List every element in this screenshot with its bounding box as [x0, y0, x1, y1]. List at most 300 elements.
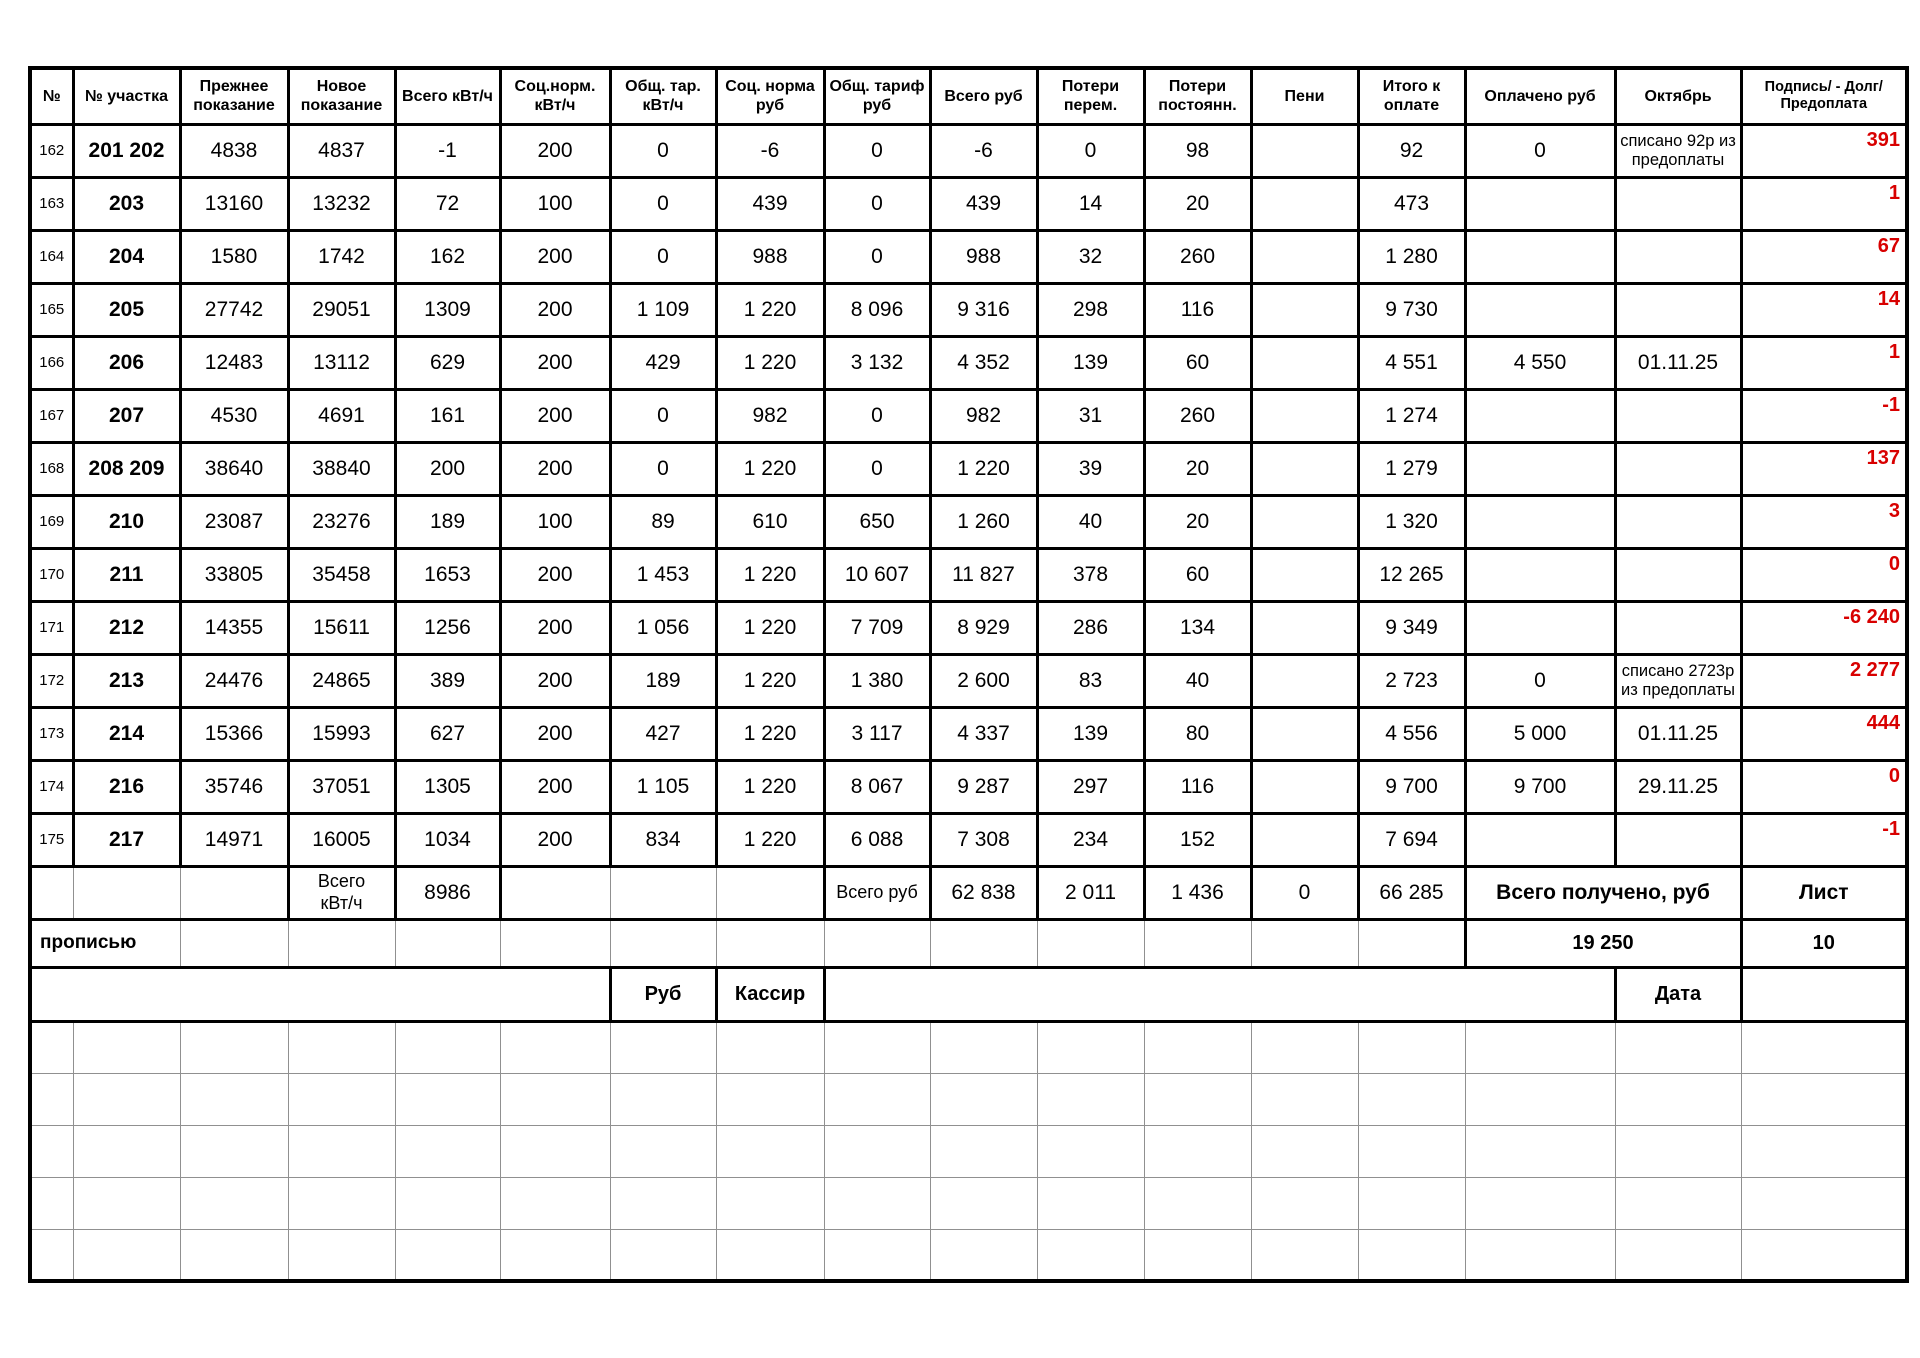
cell-losses-fixed: 116: [1144, 760, 1251, 813]
cell-losses-fixed: 60: [1144, 548, 1251, 601]
cell-previous-reading: 1580: [180, 230, 288, 283]
cell-penalty: [1251, 230, 1358, 283]
cell-general-tariff-rub: 3 132: [824, 336, 930, 389]
cell-losses-fixed: 260: [1144, 230, 1251, 283]
cell-general-tariff-kwh: 89: [610, 495, 716, 548]
billing-table: [28, 66, 1909, 1283]
blank-cell: [30, 1177, 73, 1229]
cell-october-note: [1615, 548, 1741, 601]
cell-social-norm-rub: -6: [716, 124, 824, 177]
blank-cell: [288, 1177, 395, 1229]
cell-previous-reading: 15366: [180, 707, 288, 760]
blank-cell: [610, 1229, 716, 1281]
cell-october-note: [1615, 442, 1741, 495]
cell-plot-number: 210: [73, 495, 180, 548]
cell-total-kwh: 389: [395, 654, 500, 707]
cell-social-norm-kwh: 200: [500, 813, 610, 866]
cell-previous-reading: 35746: [180, 760, 288, 813]
cell-plot-number: 208 209: [73, 442, 180, 495]
blank-cell: [824, 1125, 930, 1177]
blank-cell: [824, 1073, 930, 1125]
cell-total-rub: 8 929: [930, 601, 1037, 654]
propisyu-empty: [288, 919, 395, 967]
cell-total-kwh: 1034: [395, 813, 500, 866]
cell-row-number: 170: [30, 548, 73, 601]
totals-total-due: 66 285: [1358, 866, 1465, 919]
cell-new-reading: 4691: [288, 389, 395, 442]
cell-losses-fixed: 60: [1144, 336, 1251, 389]
col-header-paid-rub: Оплачено руб: [1465, 68, 1615, 124]
col-header-previous-reading: Прежнее показание: [180, 68, 288, 124]
cell-social-norm-kwh: 200: [500, 548, 610, 601]
cell-previous-reading: 27742: [180, 283, 288, 336]
cell-losses-variable: 286: [1037, 601, 1144, 654]
totals-kwh-value: 8986: [395, 866, 500, 919]
blank-cell: [1741, 1073, 1907, 1125]
cell-plot-number: 212: [73, 601, 180, 654]
col-header-social-norm-rub: Соц. норма руб: [716, 68, 824, 124]
cell-general-tariff-rub: 10 607: [824, 548, 930, 601]
blank-grid-rows: [30, 1021, 1907, 1281]
cell-total-due: 9 349: [1358, 601, 1465, 654]
cell-losses-variable: 14: [1037, 177, 1144, 230]
blank-cell: [824, 1229, 930, 1281]
cell-losses-fixed: 20: [1144, 495, 1251, 548]
cell-new-reading: 24865: [288, 654, 395, 707]
table-row: [30, 336, 1907, 389]
blank-cell: [500, 1177, 610, 1229]
cell-previous-reading: 14355: [180, 601, 288, 654]
rub-label: Руб: [610, 967, 716, 1021]
cell-social-norm-kwh: 200: [500, 654, 610, 707]
cell-losses-variable: 139: [1037, 707, 1144, 760]
blank-cell: [1251, 1177, 1358, 1229]
cell-social-norm-rub: 1 220: [716, 654, 824, 707]
cell-general-tariff-kwh: 1 056: [610, 601, 716, 654]
cell-total-rub: 1 260: [930, 495, 1037, 548]
col-header-total-due: Итого к оплате: [1358, 68, 1465, 124]
cell-total-kwh: 1309: [395, 283, 500, 336]
cell-losses-variable: 139: [1037, 336, 1144, 389]
cell-general-tariff-kwh: 1 109: [610, 283, 716, 336]
cell-plot-number: 216: [73, 760, 180, 813]
col-header-total-kwh: Всего кВт/ч: [395, 68, 500, 124]
cell-previous-reading: 33805: [180, 548, 288, 601]
cell-paid-rub: [1465, 389, 1615, 442]
propisyu-empty: [824, 919, 930, 967]
totals-rub-label: Всего руб: [824, 866, 930, 919]
cell-losses-fixed: 20: [1144, 177, 1251, 230]
blank-cell: [1615, 1125, 1741, 1177]
cell-row-number: 167: [30, 389, 73, 442]
cell-social-norm-kwh: 200: [500, 283, 610, 336]
blank-cell: [824, 1177, 930, 1229]
cell-losses-variable: 83: [1037, 654, 1144, 707]
cell-losses-variable: 234: [1037, 813, 1144, 866]
cell-penalty: [1251, 654, 1358, 707]
cell-paid-rub: 9 700: [1465, 760, 1615, 813]
cell-row-number: 168: [30, 442, 73, 495]
cell-row-number: 175: [30, 813, 73, 866]
blank-cell: [716, 1177, 824, 1229]
cell-social-norm-kwh: 200: [500, 124, 610, 177]
cell-penalty: [1251, 124, 1358, 177]
blank-cell: [180, 1021, 288, 1073]
cell-total-rub: 9 287: [930, 760, 1037, 813]
cell-debt-prepayment: 0: [1741, 760, 1907, 813]
cell-total-rub: 1 220: [930, 442, 1037, 495]
totals-empty: [610, 866, 716, 919]
blank-cell: [930, 1177, 1037, 1229]
cell-social-norm-rub: 1 220: [716, 283, 824, 336]
cell-previous-reading: 12483: [180, 336, 288, 389]
cell-social-norm-kwh: 200: [500, 601, 610, 654]
propisyu-row: [30, 919, 1907, 967]
cell-row-number: 166: [30, 336, 73, 389]
cell-debt-prepayment: 3: [1741, 495, 1907, 548]
blank-cell: [180, 1177, 288, 1229]
cell-plot-number: 204: [73, 230, 180, 283]
cell-row-number: 171: [30, 601, 73, 654]
cell-penalty: [1251, 177, 1358, 230]
blank-cell: [930, 1073, 1037, 1125]
col-header-losses-variable: Потери перем.: [1037, 68, 1144, 124]
cell-row-number: 169: [30, 495, 73, 548]
blank-cell: [824, 1021, 930, 1073]
blank-cell: [716, 1021, 824, 1073]
blank-cell: [395, 1073, 500, 1125]
cell-social-norm-rub: 1 220: [716, 601, 824, 654]
blank-cell: [1037, 1229, 1144, 1281]
cell-total-rub: -6: [930, 124, 1037, 177]
blank-cell: [73, 1177, 180, 1229]
cell-social-norm-rub: 982: [716, 389, 824, 442]
cell-losses-fixed: 20: [1144, 442, 1251, 495]
cell-debt-prepayment: 0: [1741, 548, 1907, 601]
cell-debt-prepayment: 1: [1741, 336, 1907, 389]
blank-cell: [1037, 1073, 1144, 1125]
cell-penalty: [1251, 813, 1358, 866]
cell-social-norm-rub: 1 220: [716, 760, 824, 813]
blank-cell: [1741, 1229, 1907, 1281]
cell-october-note: 29.11.25: [1615, 760, 1741, 813]
cell-penalty: [1251, 707, 1358, 760]
cell-total-due: 1 279: [1358, 442, 1465, 495]
cell-debt-prepayment: -1: [1741, 813, 1907, 866]
table-row: [30, 813, 1907, 866]
propisyu-empty: [930, 919, 1037, 967]
cell-row-number: 165: [30, 283, 73, 336]
cell-debt-prepayment: 67: [1741, 230, 1907, 283]
col-header-row-number: №: [30, 68, 73, 124]
blank-cell: [288, 1073, 395, 1125]
cell-penalty: [1251, 442, 1358, 495]
table-row: [30, 283, 1907, 336]
cell-total-kwh: 189: [395, 495, 500, 548]
cell-general-tariff-rub: 8 096: [824, 283, 930, 336]
blank-cell: [1144, 1021, 1251, 1073]
cell-october-note: 01.11.25: [1615, 707, 1741, 760]
blank-cell: [288, 1229, 395, 1281]
cashier-blank-left: [30, 967, 610, 1021]
cell-debt-prepayment: 14: [1741, 283, 1907, 336]
cell-paid-rub: 0: [1465, 124, 1615, 177]
blank-cell: [1037, 1125, 1144, 1177]
cell-general-tariff-kwh: 1 105: [610, 760, 716, 813]
cell-row-number: 163: [30, 177, 73, 230]
blank-cell: [1465, 1177, 1615, 1229]
blank-cell: [1144, 1125, 1251, 1177]
cell-general-tariff-kwh: 429: [610, 336, 716, 389]
cell-losses-fixed: 116: [1144, 283, 1251, 336]
cell-paid-rub: 0: [1465, 654, 1615, 707]
cell-social-norm-rub: 1 220: [716, 442, 824, 495]
col-header-plot-number: № участка: [73, 68, 180, 124]
col-header-losses-fixed: Потери постоянн.: [1144, 68, 1251, 124]
blank-cell: [395, 1125, 500, 1177]
blank-cell: [180, 1073, 288, 1125]
col-header-october: Октябрь: [1615, 68, 1741, 124]
cell-social-norm-rub: 1 220: [716, 548, 824, 601]
blank-cell: [73, 1021, 180, 1073]
blank-cell: [1741, 1021, 1907, 1073]
col-header-signature-debt-prepayment: Подпись/ - Долг/Предоплата: [1741, 68, 1907, 124]
cell-plot-number: 211: [73, 548, 180, 601]
cell-total-kwh: 1653: [395, 548, 500, 601]
cell-general-tariff-rub: 0: [824, 230, 930, 283]
cell-penalty: [1251, 548, 1358, 601]
cell-total-due: 1 320: [1358, 495, 1465, 548]
cell-general-tariff-rub: 0: [824, 177, 930, 230]
cell-plot-number: 205: [73, 283, 180, 336]
blank-cell: [1741, 1125, 1907, 1177]
table-row: [30, 707, 1907, 760]
cell-plot-number: 217: [73, 813, 180, 866]
cell-social-norm-kwh: 200: [500, 760, 610, 813]
header-row: [30, 68, 1907, 124]
cell-general-tariff-kwh: 0: [610, 389, 716, 442]
blank-cell: [930, 1021, 1037, 1073]
blank-row: [30, 1073, 1907, 1125]
cell-total-rub: 988: [930, 230, 1037, 283]
totals-empty: [30, 866, 73, 919]
cell-social-norm-kwh: 100: [500, 177, 610, 230]
cell-total-due: 9 700: [1358, 760, 1465, 813]
propisyu-empty: [500, 919, 610, 967]
data-rows: [30, 124, 1907, 866]
blank-cell: [1144, 1177, 1251, 1229]
propisyu-empty: [1037, 919, 1144, 967]
cell-general-tariff-rub: 0: [824, 389, 930, 442]
list-number-value: 10: [1741, 919, 1907, 967]
totals-row: [30, 866, 1907, 919]
table-row: [30, 389, 1907, 442]
blank-cell: [610, 1021, 716, 1073]
blank-cell: [1144, 1073, 1251, 1125]
blank-cell: [1037, 1177, 1144, 1229]
cell-paid-rub: [1465, 548, 1615, 601]
blank-cell: [500, 1073, 610, 1125]
cell-total-rub: 4 337: [930, 707, 1037, 760]
cell-october-note: [1615, 495, 1741, 548]
cell-losses-fixed: 80: [1144, 707, 1251, 760]
cell-debt-prepayment: 1: [1741, 177, 1907, 230]
col-header-social-norm-kwh: Соц.норм. кВт/ч: [500, 68, 610, 124]
cell-total-rub: 439: [930, 177, 1037, 230]
cell-total-due: 92: [1358, 124, 1465, 177]
cell-total-kwh: 1305: [395, 760, 500, 813]
blank-cell: [1465, 1021, 1615, 1073]
cell-row-number: 174: [30, 760, 73, 813]
cell-paid-rub: [1465, 601, 1615, 654]
table-header: [30, 68, 1907, 124]
cell-social-norm-kwh: 200: [500, 707, 610, 760]
cell-losses-variable: 32: [1037, 230, 1144, 283]
cell-total-rub: 982: [930, 389, 1037, 442]
blank-cell: [1251, 1073, 1358, 1125]
cell-paid-rub: [1465, 495, 1615, 548]
cell-new-reading: 16005: [288, 813, 395, 866]
cell-new-reading: 35458: [288, 548, 395, 601]
blank-cell: [1358, 1021, 1465, 1073]
blank-cell: [73, 1125, 180, 1177]
blank-cell: [1465, 1229, 1615, 1281]
blank-cell: [30, 1229, 73, 1281]
cell-social-norm-rub: 610: [716, 495, 824, 548]
propisyu-empty: [395, 919, 500, 967]
cashier-row: [30, 967, 1907, 1021]
table-row: [30, 442, 1907, 495]
cell-row-number: 162: [30, 124, 73, 177]
cell-october-note: списано 2723р из предоплаты: [1615, 654, 1741, 707]
totals-list-label: Лист: [1741, 866, 1907, 919]
col-header-general-tariff-rub: Общ. тариф руб: [824, 68, 930, 124]
cell-losses-fixed: 98: [1144, 124, 1251, 177]
billing-ledger-sheet: [28, 66, 1909, 1283]
cell-debt-prepayment: 391: [1741, 124, 1907, 177]
cell-new-reading: 29051: [288, 283, 395, 336]
cell-general-tariff-rub: 3 117: [824, 707, 930, 760]
blank-cell: [1358, 1073, 1465, 1125]
blank-cell: [1358, 1177, 1465, 1229]
cell-penalty: [1251, 283, 1358, 336]
totals-rub-value: 62 838: [930, 866, 1037, 919]
table-row: [30, 230, 1907, 283]
cell-plot-number: 206: [73, 336, 180, 389]
propisyu-empty: [1144, 919, 1251, 967]
cell-penalty: [1251, 495, 1358, 548]
cell-total-due: 473: [1358, 177, 1465, 230]
blank-cell: [73, 1229, 180, 1281]
cashier-blank-right: [1741, 967, 1907, 1021]
blank-cell: [180, 1229, 288, 1281]
cell-new-reading: 15611: [288, 601, 395, 654]
cell-total-rub: 11 827: [930, 548, 1037, 601]
blank-cell: [930, 1229, 1037, 1281]
propisyu-empty: [716, 919, 824, 967]
blank-cell: [1615, 1073, 1741, 1125]
cell-losses-variable: 298: [1037, 283, 1144, 336]
blank-cell: [288, 1125, 395, 1177]
table-row: [30, 495, 1907, 548]
cell-total-kwh: 200: [395, 442, 500, 495]
date-label: Дата: [1615, 967, 1741, 1021]
cell-losses-fixed: 152: [1144, 813, 1251, 866]
cell-plot-number: 201 202: [73, 124, 180, 177]
cell-plot-number: 203: [73, 177, 180, 230]
cell-penalty: [1251, 601, 1358, 654]
cell-total-kwh: 162: [395, 230, 500, 283]
cell-debt-prepayment: -1: [1741, 389, 1907, 442]
totals-empty: [180, 866, 288, 919]
blank-cell: [716, 1125, 824, 1177]
cell-general-tariff-rub: 0: [824, 124, 930, 177]
blank-cell: [1251, 1021, 1358, 1073]
cell-general-tariff-kwh: 0: [610, 442, 716, 495]
cell-social-norm-rub: 1 220: [716, 707, 824, 760]
cell-previous-reading: 4530: [180, 389, 288, 442]
totals-kwh-label: Всего кВт/ч: [288, 866, 395, 919]
cell-losses-variable: 297: [1037, 760, 1144, 813]
propisyu-empty: [1251, 919, 1358, 967]
blank-cell: [30, 1125, 73, 1177]
cell-october-note: [1615, 813, 1741, 866]
cell-social-norm-rub: 1 220: [716, 813, 824, 866]
blank-cell: [30, 1073, 73, 1125]
cell-total-due: 4 551: [1358, 336, 1465, 389]
cell-paid-rub: [1465, 813, 1615, 866]
totals-penalty: 0: [1251, 866, 1358, 919]
blank-cell: [395, 1229, 500, 1281]
cell-total-due: 7 694: [1358, 813, 1465, 866]
table-row: [30, 124, 1907, 177]
cell-row-number: 172: [30, 654, 73, 707]
cell-general-tariff-kwh: 189: [610, 654, 716, 707]
cell-total-kwh: 1256: [395, 601, 500, 654]
blank-cell: [716, 1229, 824, 1281]
totals-received-label: Всего получено, руб: [1465, 866, 1741, 919]
blank-cell: [1251, 1229, 1358, 1281]
col-header-new-reading: Новое показание: [288, 68, 395, 124]
cell-plot-number: 207: [73, 389, 180, 442]
blank-cell: [395, 1177, 500, 1229]
cell-total-rub: 9 316: [930, 283, 1037, 336]
cell-social-norm-kwh: 200: [500, 336, 610, 389]
blank-cell: [1465, 1125, 1615, 1177]
propisyu-empty: [180, 919, 288, 967]
cell-paid-rub: [1465, 177, 1615, 230]
cell-general-tariff-rub: 1 380: [824, 654, 930, 707]
cell-losses-variable: 0: [1037, 124, 1144, 177]
cell-general-tariff-rub: 650: [824, 495, 930, 548]
cell-row-number: 164: [30, 230, 73, 283]
cell-paid-rub: 5 000: [1465, 707, 1615, 760]
cell-paid-rub: 4 550: [1465, 336, 1615, 389]
cell-total-due: 1 280: [1358, 230, 1465, 283]
summary-rows: [30, 866, 1907, 1021]
cell-social-norm-rub: 439: [716, 177, 824, 230]
cell-social-norm-kwh: 100: [500, 495, 610, 548]
cell-debt-prepayment: 2 277: [1741, 654, 1907, 707]
propisyu-empty: [610, 919, 716, 967]
cell-total-due: 1 274: [1358, 389, 1465, 442]
blank-cell: [716, 1073, 824, 1125]
blank-cell: [1465, 1073, 1615, 1125]
cell-new-reading: 4837: [288, 124, 395, 177]
blank-cell: [1615, 1021, 1741, 1073]
cell-october-note: [1615, 177, 1741, 230]
blank-cell: [288, 1021, 395, 1073]
